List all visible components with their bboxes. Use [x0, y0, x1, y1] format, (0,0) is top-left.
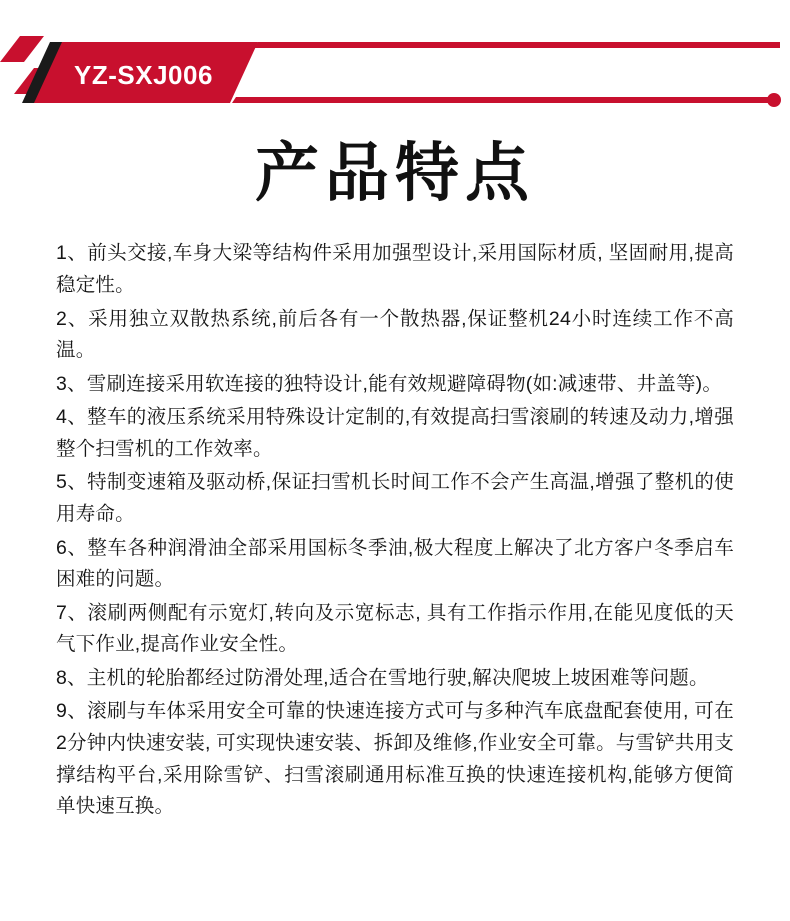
feature-item: 6、整车各种润滑油全部采用国标冬季油,极大程度上解决了北方客户冬季启车困难的问题。	[56, 536, 734, 591]
feature-item: 5、特制变速箱及驱动桥,保证扫雪机长时间工作不会产生高温,增强了整机的使用寿命。	[56, 471, 734, 526]
feature-item: 9、滚刷与车体采用安全可靠的快速连接方式可与多种汽车底盘配套使用, 可在2分钟内快速安装, 可实现快速安装、拆卸及维修,作业安全可靠。与雪铲共用支撑结构平台,采用除雪铲、扫雪滚刷通用标准互换的快速连接机构,能够方便简单快速互换。	[56, 700, 734, 818]
header-banner	[0, 0, 790, 120]
feature-item: 3、雪刷连接采用软连接的独特设计,能有效规避障碍物(如:减速带、井盖等)。	[56, 372, 723, 395]
banner-dot	[767, 93, 781, 107]
feature-item: 7、滚刷两侧配有示宽灯,转向及示宽标志, 具有工作指示作用,在能见度低的天气下作业,提高作业安全性。	[56, 601, 734, 656]
feature-item: 2、采用独立双散热系统,前后各有一个散热器,保证整机24小时连续工作不高温。	[56, 307, 734, 362]
feature-item: 1、前头交接,车身大梁等结构件采用加强型设计,采用国际材质, 坚固耐用,提高稳定性。	[56, 242, 734, 296]
features-list	[0, 208, 790, 822]
banner-top-rule	[254, 42, 780, 48]
model-label: YZ-SXJ006	[74, 60, 213, 90]
feature-item: 8、主机的轮胎都经过防滑处理,适合在雪地行驶,解决爬坡上坡困难等问题。	[56, 666, 709, 689]
feature-item: 4、整车的液压系统采用特殊设计定制的,有效提高扫雪滚刷的转速及动力,增强整个扫雪机的工作效率。	[56, 406, 734, 460]
banner-stripe-1	[0, 36, 44, 62]
banner-bottom-rule	[232, 97, 770, 103]
page-title: 产品特点	[255, 137, 535, 209]
